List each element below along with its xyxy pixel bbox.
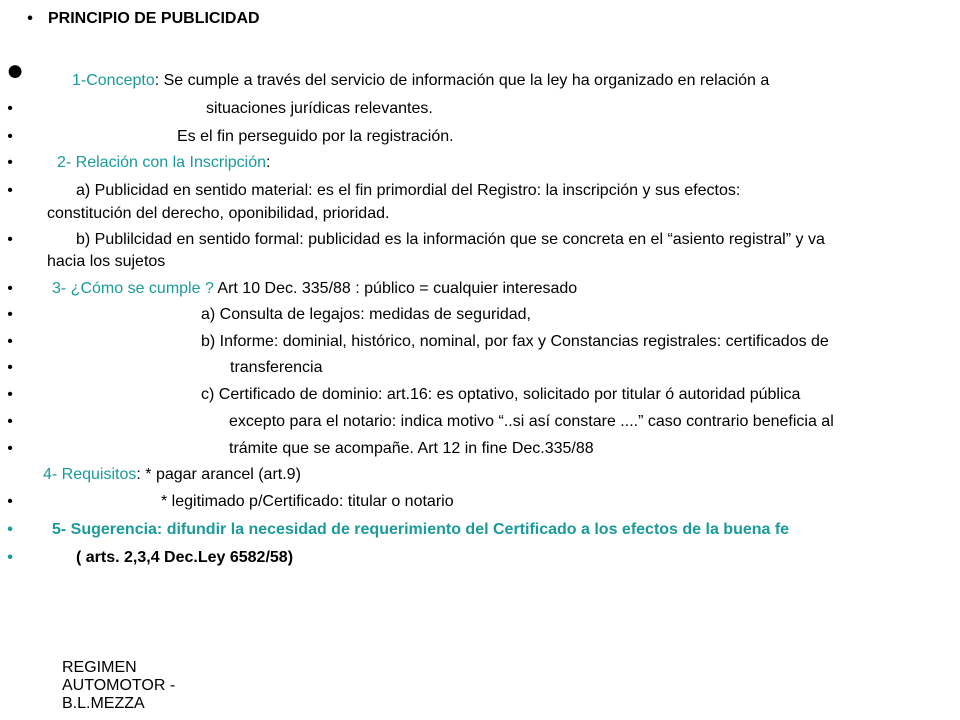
bullet: • bbox=[7, 128, 13, 145]
concepto-label: 1-Concepto bbox=[72, 72, 155, 89]
item-text-continued: hacia los sujetos bbox=[47, 253, 166, 270]
item-text: Es el fin perseguido por la registración. bbox=[177, 128, 454, 145]
footer bbox=[62, 659, 175, 713]
item-text: a) Consulta de legajos: medidas de seguridad, bbox=[201, 306, 531, 323]
item-text: b) Informe: dominial, histórico, nominal, por fax y Constancias registrales: certificados de bbox=[201, 333, 829, 350]
item-text bbox=[57, 153, 270, 172]
concepto-body: : Se cumple a través del servicio de información que la ley ha organizado en relación a bbox=[154, 72, 770, 89]
bullet: • bbox=[7, 231, 13, 248]
footer-line: B.L.MEZZA bbox=[62, 695, 145, 712]
footer-line: REGIMEN bbox=[62, 659, 137, 676]
sugerencia-text: 5- Sugerencia: difundir la necesidad de requerimiento del Certificado a los efectos de la buena fe bbox=[52, 521, 790, 538]
bullet: • bbox=[7, 333, 13, 350]
item-text: excepto para el notario: indica motivo “..si así constare ....” caso contrario beneficia al bbox=[229, 413, 834, 430]
footer-line: AUTOMOTOR - bbox=[62, 677, 176, 694]
item-text: a) Publicidad en sentido material: es el fin primordial del Registro: la inscripción y sus efectos: bbox=[76, 182, 741, 199]
bullet: • bbox=[7, 100, 13, 117]
como-body: Art 10 Dec. 335/88 : público = cualquier interesado bbox=[213, 280, 578, 297]
relacion-colon: : bbox=[266, 154, 271, 171]
item-text-continued: constitución del derecho, oponibilidad, prioridad. bbox=[47, 205, 390, 222]
bullet: • bbox=[7, 182, 13, 199]
concepto-text bbox=[72, 71, 769, 90]
bullet: • bbox=[7, 280, 13, 297]
item-text: c) Certificado de dominio: art.16: es optativo, solicitado por titular ó autoridad pública bbox=[201, 386, 801, 403]
relacion-label: 2- Relación con la Inscripción bbox=[57, 154, 266, 171]
bullet: • bbox=[27, 10, 33, 27]
bullet: • bbox=[7, 413, 13, 430]
bullet: • bbox=[7, 440, 13, 457]
como-label: 3- ¿Cómo se cumple ? bbox=[52, 280, 214, 297]
item-text: * legitimado p/Certificado: titular o notario bbox=[161, 493, 454, 510]
item-text: b) Publilcidad en sentido formal: publicidad es la información que se concreta en el “asiento registral” y va bbox=[76, 231, 825, 248]
bullet: • bbox=[7, 386, 13, 403]
bullet: • bbox=[7, 306, 13, 323]
bullet: • bbox=[7, 493, 13, 510]
big-bullet: ● bbox=[5, 54, 25, 87]
requisitos-body: : * pagar arancel (art.9) bbox=[136, 466, 301, 483]
bullet: • bbox=[7, 549, 13, 566]
bullet: • bbox=[7, 359, 13, 376]
item-text bbox=[43, 465, 301, 484]
page-title: PRINCIPIO DE PUBLICIDAD bbox=[48, 10, 260, 27]
item-text bbox=[52, 279, 577, 298]
item-text: trámite que se acompañe. Art 12 in fine Dec.335/88 bbox=[229, 440, 594, 457]
item-text: situaciones jurídicas relevantes. bbox=[206, 100, 433, 117]
item-text: transferencia bbox=[230, 359, 323, 376]
bullet: • bbox=[7, 154, 13, 171]
item-text: ( arts. 2,3,4 Dec.Ley 6582/58) bbox=[76, 549, 294, 566]
requisitos-label: 4- Requisitos bbox=[43, 466, 137, 483]
bullet: • bbox=[7, 521, 13, 538]
